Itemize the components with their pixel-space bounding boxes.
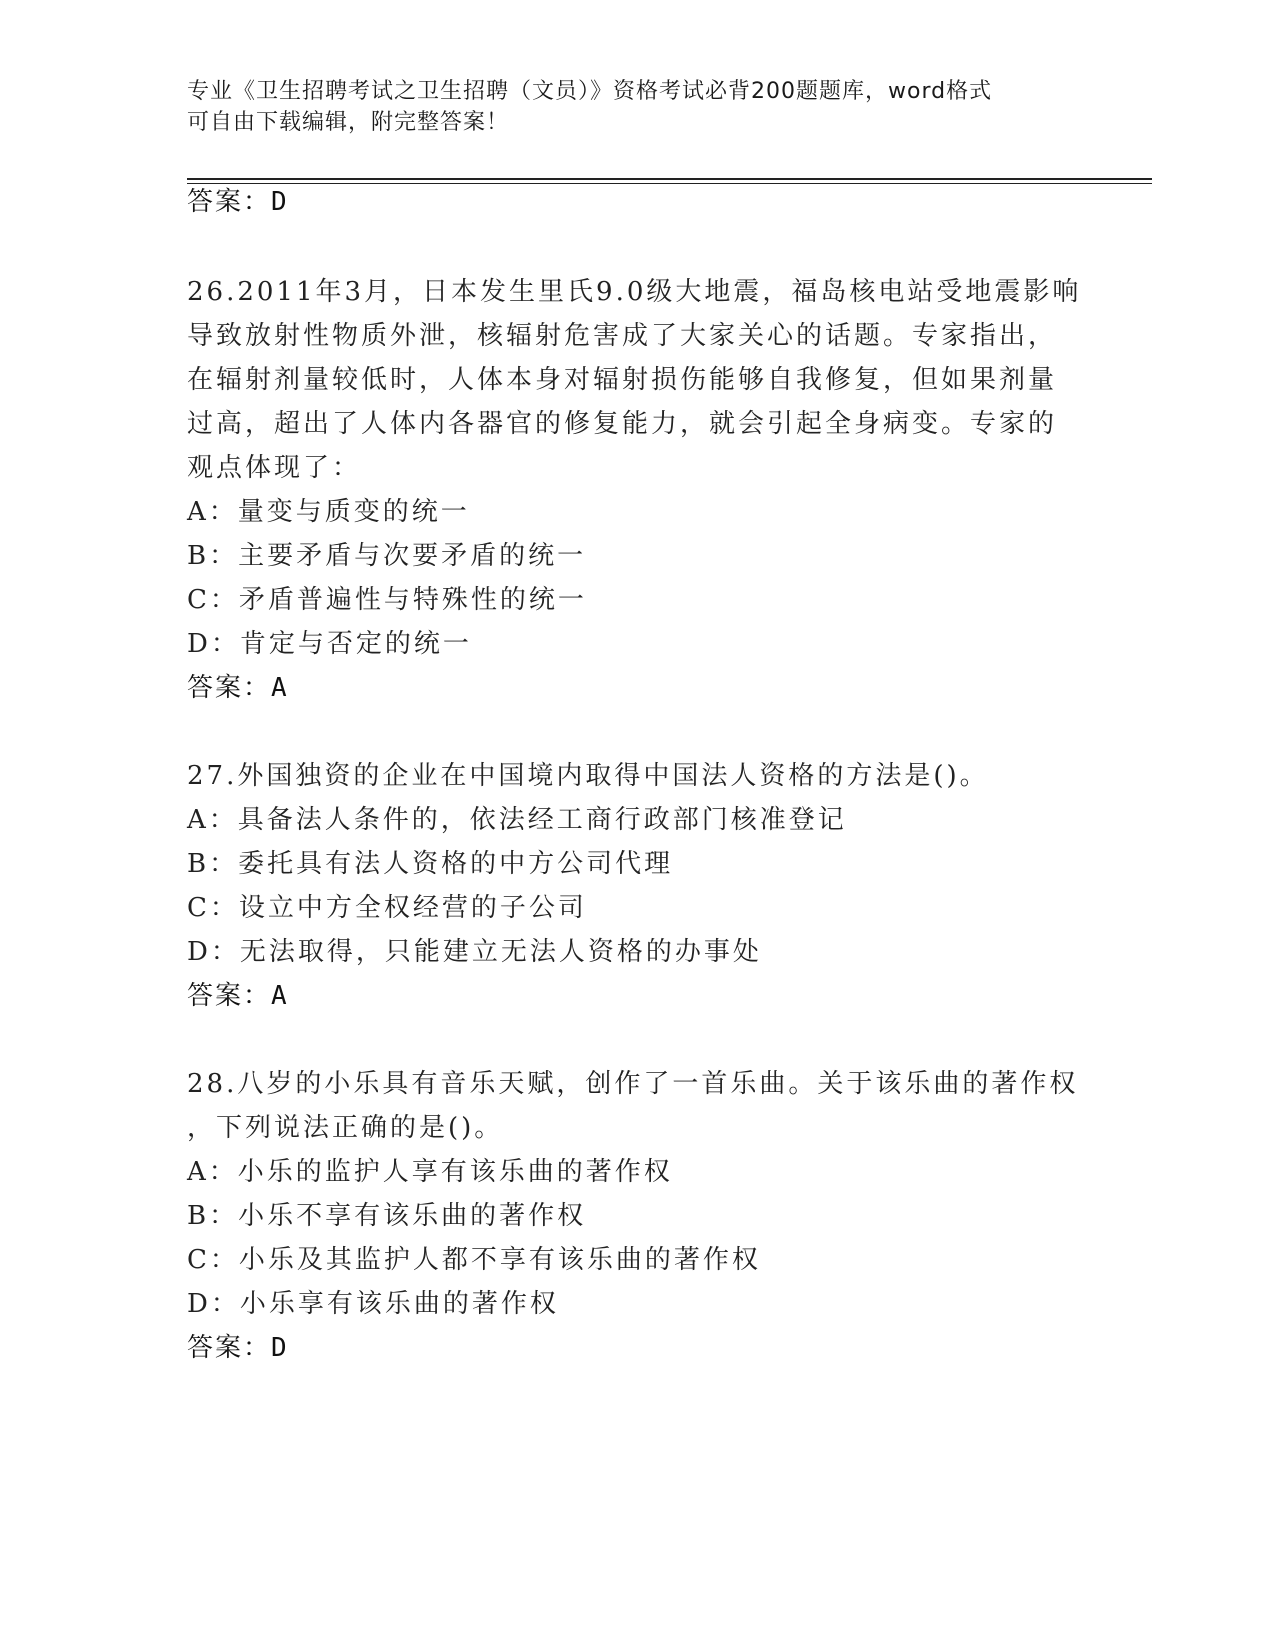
header-title-line-1: 专业《卫生招聘考试之卫生招聘（文员）》资格考试必背200题题库，word格式 xyxy=(187,79,993,104)
header-divider-thick xyxy=(187,178,1152,180)
answer-value: A xyxy=(271,673,289,703)
question-26-line-1: 26.2011年3月，日本发生里氏9.0级大地震，福岛核电站受地震影响 xyxy=(187,277,1082,307)
question-28-option-d: D：小乐享有该乐曲的著作权 xyxy=(187,1289,559,1319)
question-26-option-b: B：主要矛盾与次要矛盾的统一 xyxy=(187,541,587,571)
question-26-option-c: C：矛盾普遍性与特殊性的统一 xyxy=(187,585,587,615)
page-header xyxy=(187,76,1087,138)
question-28-answer xyxy=(187,1332,289,1364)
answer-label: 答案： xyxy=(187,1333,272,1363)
answer-value: D xyxy=(271,187,289,217)
question-27-option-c: C：设立中方全权经营的子公司 xyxy=(187,893,587,923)
question-28-line-2: ，下列说法正确的是()。 xyxy=(187,1113,504,1143)
answer-value: A xyxy=(271,981,289,1011)
answer-label: 答案： xyxy=(187,981,272,1011)
question-27-answer xyxy=(187,980,289,1012)
question-26-line-4: 过高，超出了人体内各器官的修复能力，就会引起全身病变。专家的 xyxy=(187,409,1058,439)
question-27-line-1: 27.外国独资的企业在中国境内取得中国法人资格的方法是()。 xyxy=(187,761,989,791)
question-26-line-5: 观点体现了： xyxy=(187,453,362,483)
answer-line xyxy=(187,186,289,218)
question-28-option-c: C：小乐及其监护人都不享有该乐曲的著作权 xyxy=(187,1245,761,1275)
question-26-line-3: 在辐射剂量较低时，人体本身对辐射损伤能够自我修复，但如果剂量 xyxy=(187,365,1058,395)
question-27-option-d: D：无法取得，只能建立无法人资格的办事处 xyxy=(187,937,762,967)
question-26-option-a: A：量变与质变的统一 xyxy=(187,497,470,527)
question-27-option-b: B：委托具有法人资格的中方公司代理 xyxy=(187,849,674,879)
answer-label: 答案： xyxy=(187,187,272,217)
answer-value: D xyxy=(271,1333,289,1363)
question-26-line-2: 导致放射性物质外泄，核辐射危害成了大家关心的话题。专家指出， xyxy=(187,321,1058,351)
question-27-option-a: A：具备法人条件的，依法经工商行政部门核准登记 xyxy=(187,805,847,835)
question-28-option-b: B：小乐不享有该乐曲的著作权 xyxy=(187,1201,587,1231)
header-title-line-2: 可自由下载编辑，附完整答案！ xyxy=(187,110,510,135)
question-26-option-d: D：肯定与否定的统一 xyxy=(187,629,472,659)
header-divider-thin xyxy=(187,183,1152,184)
question-26-answer xyxy=(187,672,289,704)
question-28-line-1: 28.八岁的小乐具有音乐天赋，创作了一首乐曲。关于该乐曲的著作权 xyxy=(187,1069,1079,1099)
answer-label: 答案： xyxy=(187,673,272,703)
question-28-option-a: A：小乐的监护人享有该乐曲的著作权 xyxy=(187,1157,673,1187)
